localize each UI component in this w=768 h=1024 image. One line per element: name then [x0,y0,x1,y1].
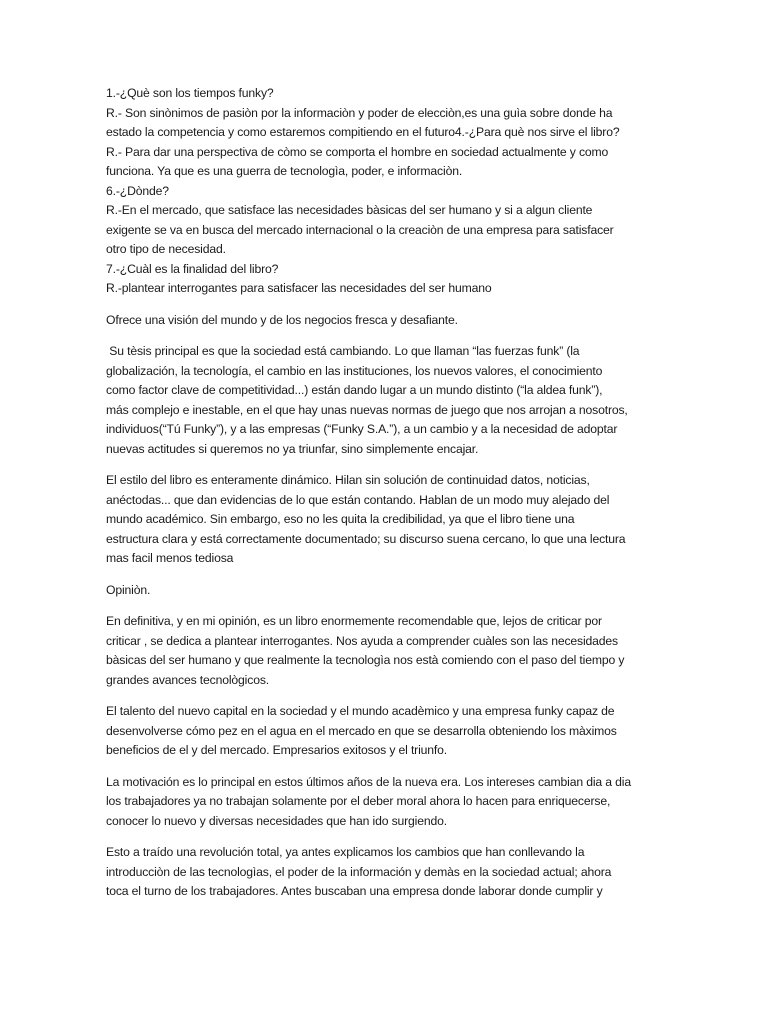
answer-line: R.- Para dar una perspectiva de còmo se comporta el hombre en sociedad actualmente y como [106,144,609,159]
paragraph-line: Esto a traído una revolución total, ya antes explicamos los cambios que han conllevando la [106,845,585,859]
paragraph-line: Ofrece una visión del mundo y de los negocios fresca y desafiante. [106,312,458,327]
paragraph-line: más complejo e inestable, en el que hay unas nuevas normas de juego que nos arrojan a nosotros, [106,402,628,417]
paragraph-tesis [106,342,686,459]
paragraph-line: toca el turno de los trabajadores. Antes buscaban una empresa donde laborar donde cumplir y [106,884,603,898]
paragraph-line: globalización, la tecnología, el cambio en las instituciones, los nuevos valores, el conocimiento [106,363,603,378]
answer-line: exigente se va en busca del mercado internacional o la creaciòn de una empresa para satisfacer [106,222,614,237]
paragraph-motivacion [106,773,686,832]
paragraph-line: desenvolverse cómo pez en el agua en el mercado en que se desarrolla obteniendo los màximos [106,723,617,738]
heading-line: Opiniòn. [106,582,151,597]
paragraph-line: mundo académico. Sin embargo, eso no les quita la credibilidad, ya que el libro tiene una [106,512,575,526]
paragraph-vision [106,311,686,331]
question-line: 7.-¿Cuàl es la finalidad del libro? [106,261,279,276]
paragraph-line: estructura clara y está correctamente documentado; su discurso suena cercano, lo que una lectura [106,531,626,546]
paragraph-line: anéctodas... que dan evidencias de lo que están contando. Hablan de un modo muy alejado del [106,492,610,507]
answer-line: R.-plantear interrogantes para satisfacer las necesidades del ser humano [106,281,492,295]
paragraph-line: criticar , se dedica a plantear interrogantes. Nos ayuda a comprender cuàles son las necesidades [106,633,618,648]
paragraph-definitiva [106,612,686,690]
opinion-heading [106,581,686,601]
paragraph-talento [106,702,686,761]
qa-block [106,84,686,299]
paragraph-revolucion [106,843,686,902]
paragraph-estilo [106,471,686,569]
paragraph-line: nuevas actitudes si queremos no ya triunfar, sino simplemente encajar. [106,441,479,456]
question-line: 6.-¿Dònde? [106,183,169,198]
paragraph-line: mas facil menos tediosa [106,551,234,565]
document-page [106,84,686,902]
paragraph-line: grandes avances tecnològicos. [106,672,269,687]
paragraph-line: El estilo del libro es enteramente dinámico. Hilan sin solución de continuidad datos, noticias, [106,473,590,487]
paragraph-line: introducciòn de las tecnologìas, el poder de la información y demàs en la sociedad actual; ahora [106,864,612,879]
paragraph-line: individuos(“Tú Funky”), y a las empresas (“Funky S.A.”), a un cambio y a la necesidad de adoptar [106,422,618,436]
answer-line: funciona. Ya que es una guerra de tecnologìa, poder, e informaciòn. [106,164,463,178]
paragraph-line: bàsicas del ser humano y que realmente la tecnologìa nos està comiendo con el paso del tiempo y [106,653,625,667]
paragraph-line: El talento del nuevo capital en la sociedad y el mundo acadèmico y una empresa funky capaz de [106,704,615,718]
paragraph-line: beneficios de el y del mercado. Empresarios exitosos y el triunfo. [106,743,447,757]
answer-line: otro tipo de necesidad. [106,242,226,256]
answer-line: estado la competencia y como estaremos compitiendo en el futuro4.-¿Para què nos sirve el libro? [106,125,620,139]
answer-line: R.- Son sinònimos de pasiòn por la informaciòn y poder de elecciòn,es una guìa sobre donde ha [106,105,613,120]
question-line: 1.-¿Què son los tiempos funky? [106,86,274,100]
paragraph-line: conocer lo nuevo y diversas necesidades que han ido surgiendo. [106,813,447,828]
paragraph-line: como factor clave de competitividad...) están dando lugar a un mundo distinto (“la aldea funk”), [106,383,603,397]
paragraph-line: los trabajadores ya no trabajan solamente por el deber moral ahora lo hacen para enriquecerse, [106,794,611,808]
paragraph-line: Su tèsis principal es que la sociedad está cambiando. Lo que llaman “las fuerzas funk” (la [106,344,580,358]
paragraph-line: En definitiva, y en mi opinión, es un libro enormemente recomendable que, lejos de criticar por [106,614,602,628]
answer-line: R.-En el mercado, que satisface las necesidades bàsicas del ser humano y si a algun cliente [106,203,593,217]
paragraph-line: La motivación es lo principal en estos últimos años de la nueva era. Los intereses cambian dia a dia [106,774,631,789]
